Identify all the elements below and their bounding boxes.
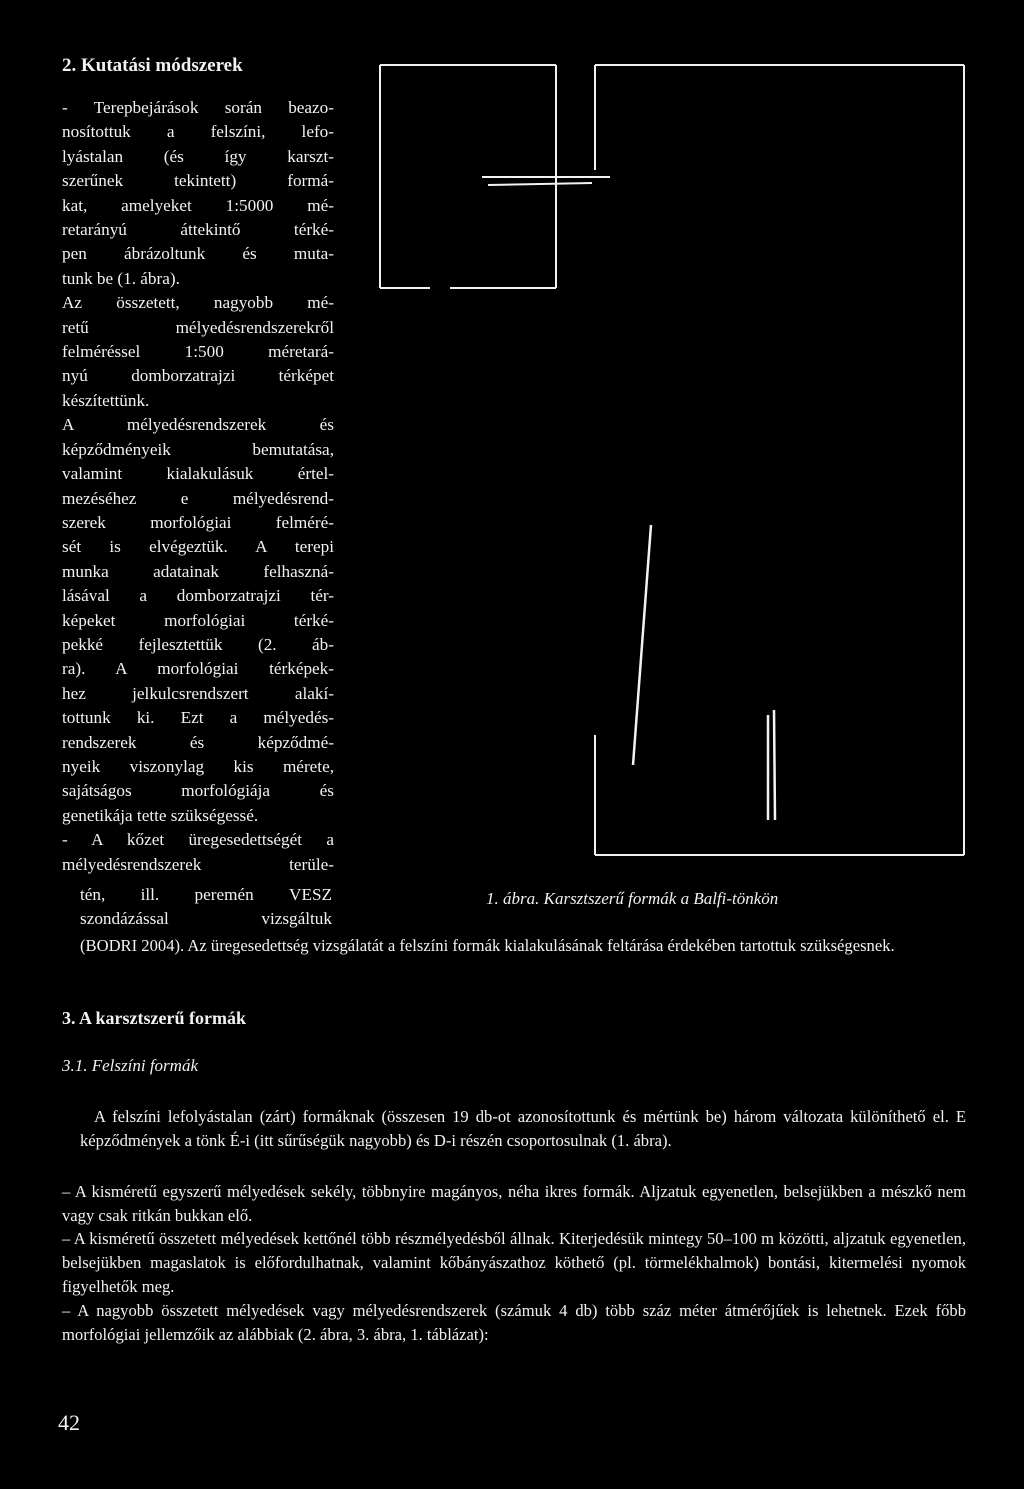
bullet-large-depression-systems: – A nagyobb összetett mélyedések vagy mélyedésrendszerek (számuk 4 db) több száz méter átmérőjűek is lehetnek. Ezek főbb morfológiai jellemzőik az alábbiak (2. ábra, 3. ábra, 1. táblázat): [62,1301,966,1344]
left-column-line: nosítottuk a felszíni, lefo- [62,122,334,142]
left-column-line: genetikája tette szükségessé. [62,805,259,825]
bullet-small-simple-depressions: – A kisméretű egyszerű mélyedések sekély, többnyire magányos, néha ikres formák. Aljzatuk egyenetlen, belsejükben a mészkő nem vagy csak ritkán bukkan elő. [62,1182,966,1225]
left-column-line: felméréssel 1:500 méretará- [62,342,334,362]
left-column-line: tunk be (1. ábra). [62,268,180,288]
intro-paragraph: A felszíni lefolyástalan (zárt) formáknak (összesen 19 db-ot azonosítottunk és mértünk be) három változata különíthető el. E képződmények a tönk É-i (itt sűrűségük nagyobb) és D-i részén csoportosulnak (1. ábra). [80,1107,966,1150]
left-column-line: szerek morfológiai felméré- [62,512,334,532]
left-column-line: kat, amelyeket 1:5000 mé- [62,195,334,215]
page-number: 42 [58,1410,80,1435]
figure-caption: 1. ábra. Karsztszerű formák a Balfi-tönkön [486,889,779,908]
word: tén, [80,885,106,904]
word: szondázással [80,909,169,928]
left-column-line: sét is elvégeztük. A terepi [62,537,334,557]
left-column-line: - Terepbejárások során beazo- [62,98,334,117]
left-column-line: Az összetett, nagyobb mé- [62,293,334,313]
word: vizsgáltuk [261,909,332,928]
left-column-line: hez jelkulcsrendszert alakí- [62,683,334,703]
left-column-line: A mélyedésrendszerek és [62,415,334,435]
left-column-line: lásával a domborzatrajzi tér- [62,586,334,606]
inner-mark-double-b [774,710,775,820]
left-column-line: szerűnek tekintett) formá- [62,171,334,191]
connector-line-lower [488,183,592,185]
left-column-line: nyeik viszonylag kis mérete, [62,756,334,776]
left-column-line: valamint kialakulásuk értel- [62,464,334,484]
left-column-line: tottunk ki. Ezt a mélyedés- [62,708,334,728]
left-column-line: sajátságos morfológiája és [62,781,334,801]
left-column-line: készítettünk. [62,390,150,410]
left-column-line: képződményeik bemutatása, [62,439,334,459]
left-column-tail-line-2 [80,907,332,931]
word: peremén [194,885,254,904]
section-heading: 2. Kutatási módszerek [62,55,243,76]
continuation-paragraph: (BODRI 2004). Az üregesedettség vizsgálatát a felszíni formák kialakulásának feltárása érdekében tartottuk szükségesnek. [80,936,895,955]
left-column-line: ra). A morfológiai térképek- [62,659,334,679]
left-column-text [62,96,334,877]
word: ill. [140,885,160,904]
left-column-line: pen ábrázoltunk és muta- [62,244,334,264]
bullet-small-compound-depressions: – A kisméretű összetett mélyedések kettőnél több részmélyedésből állnak. Kiterjedésük mintegy 50–100 m közötti, aljzatuk egyenetlen, belsejükben magaslatok is előfordulhatnak, valamint kőbányászathoz köthető (pl. törmelékhalmok) bontási, kitermelési nyomok figyelhetők meg. [62,1229,966,1296]
word: VESZ [289,885,332,904]
left-column-tail-line-1 [80,883,332,907]
left-column-line: képeket morfológiai térké- [62,610,334,630]
left-column-line: pekké fejlesztettük (2. áb- [62,634,334,654]
left-column-line: lyástalan (és így karszt- [62,146,334,166]
figure-map-outline [370,55,970,875]
left-column-line: rendszerek és képződmé- [62,732,334,752]
left-column-line: retarányú áttekintő térké- [62,220,334,240]
left-column-line: retű mélyedésrendszerekről [62,317,334,337]
inner-mark-long [633,525,651,765]
section-3-heading: 3. A karsztszerű formák [62,1008,246,1028]
left-column-line: munka adatainak felhaszná- [62,561,334,581]
left-column-line: - A kőzet üregesedettségét a [62,830,334,850]
left-column-line: mezéséhez e mélyedésrend- [62,488,334,508]
left-column-line: mélyedésrendszerek terüle- [62,854,334,874]
subsection-3-1-heading: 3.1. Felszíni formák [62,1056,198,1075]
left-column-line: nyú domborzatrajzi térképet [62,366,334,386]
